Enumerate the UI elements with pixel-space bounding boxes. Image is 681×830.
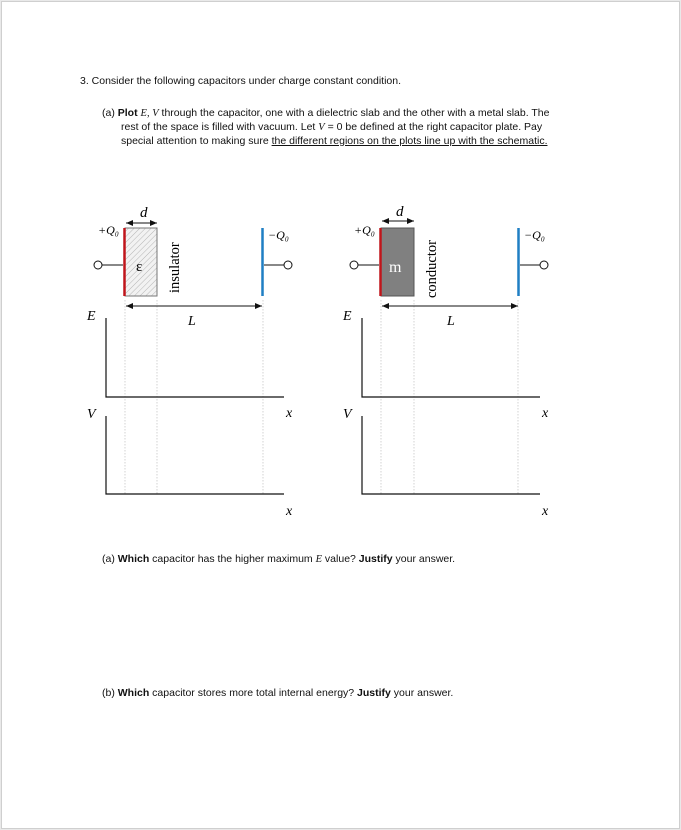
right-gap-label: d bbox=[396, 204, 404, 220]
right-slab-name: conductor bbox=[424, 240, 440, 298]
part-a-line3-pre: special attention to making sure bbox=[121, 135, 272, 147]
part-a-label: (a) bbox=[102, 107, 115, 119]
right-v-axis-x: x bbox=[542, 504, 549, 519]
left-v-axis-x: x bbox=[286, 504, 293, 519]
q1-text2: value? bbox=[322, 553, 356, 565]
q1-text3: your answer. bbox=[392, 553, 456, 565]
left-charge-pos: +Q₀ bbox=[98, 223, 119, 237]
problem-header: 3. Consider the following capacitors under charge constant condition. bbox=[80, 75, 402, 87]
q1-text1: capacitor has the higher maximum bbox=[149, 553, 316, 565]
q1-which: Which bbox=[117, 553, 150, 565]
right-length-label: L bbox=[447, 314, 455, 329]
question-1 bbox=[102, 552, 455, 567]
left-slab-name: insulator bbox=[167, 242, 183, 293]
q1-var: E bbox=[315, 554, 323, 565]
q2-which: Which bbox=[117, 687, 150, 699]
right-e-axis-x: x bbox=[542, 406, 549, 421]
part-a-vars: E, V bbox=[140, 108, 159, 119]
left-length-label: L bbox=[188, 314, 196, 329]
question-2 bbox=[102, 686, 453, 700]
q1-justify: Justify bbox=[358, 553, 393, 565]
q2-label: (b) bbox=[102, 687, 115, 699]
part-a-line2-post: be defined at the right capacitor plate. Pay bbox=[342, 121, 543, 133]
right-v-axes bbox=[362, 416, 540, 494]
right-terminal-neg bbox=[540, 261, 548, 269]
part-a-line3-underlined: the different regions on the plots line up with the schematic. bbox=[271, 135, 548, 147]
right-axis-e: E bbox=[343, 309, 352, 324]
part-a-line2-var: V bbox=[318, 122, 325, 133]
left-v-axes bbox=[106, 416, 284, 494]
right-charge-neg: −Q₀ bbox=[524, 228, 545, 242]
left-gap-label: d bbox=[140, 205, 148, 221]
right-charge-pos: +Q₀ bbox=[354, 223, 375, 237]
right-axis-v: V bbox=[343, 407, 352, 422]
left-slab-symbol: ε bbox=[136, 259, 143, 275]
right-capacitor bbox=[342, 204, 549, 519]
part-a-line1-rest: through the capacitor, one with a dielectric slab and the other with a metal slab. The bbox=[158, 107, 550, 119]
left-e-axes bbox=[106, 318, 284, 397]
q2-text1: capacitor stores more total internal energy? bbox=[149, 687, 355, 699]
part-a-lead: Plot bbox=[117, 107, 138, 119]
q1-label: (a) bbox=[102, 553, 115, 565]
left-charge-neg: −Q₀ bbox=[268, 228, 289, 242]
left-capacitor bbox=[86, 205, 293, 519]
left-axis-e: E bbox=[87, 309, 96, 324]
q2-text2: your answer. bbox=[390, 687, 454, 699]
right-terminal-pos bbox=[350, 261, 358, 269]
part-a-line2-pre: rest of the space is filled with vacuum. Let bbox=[121, 121, 319, 133]
right-e-axes bbox=[362, 318, 540, 397]
left-axis-v: V bbox=[87, 407, 96, 422]
part-a-line2-eq: = 0 bbox=[324, 121, 343, 133]
q2-justify: Justify bbox=[357, 687, 391, 699]
left-terminal-neg bbox=[284, 261, 292, 269]
left-e-axis-x: x bbox=[286, 406, 293, 421]
right-slab-symbol: m bbox=[389, 259, 402, 276]
left-terminal-pos bbox=[94, 261, 102, 269]
